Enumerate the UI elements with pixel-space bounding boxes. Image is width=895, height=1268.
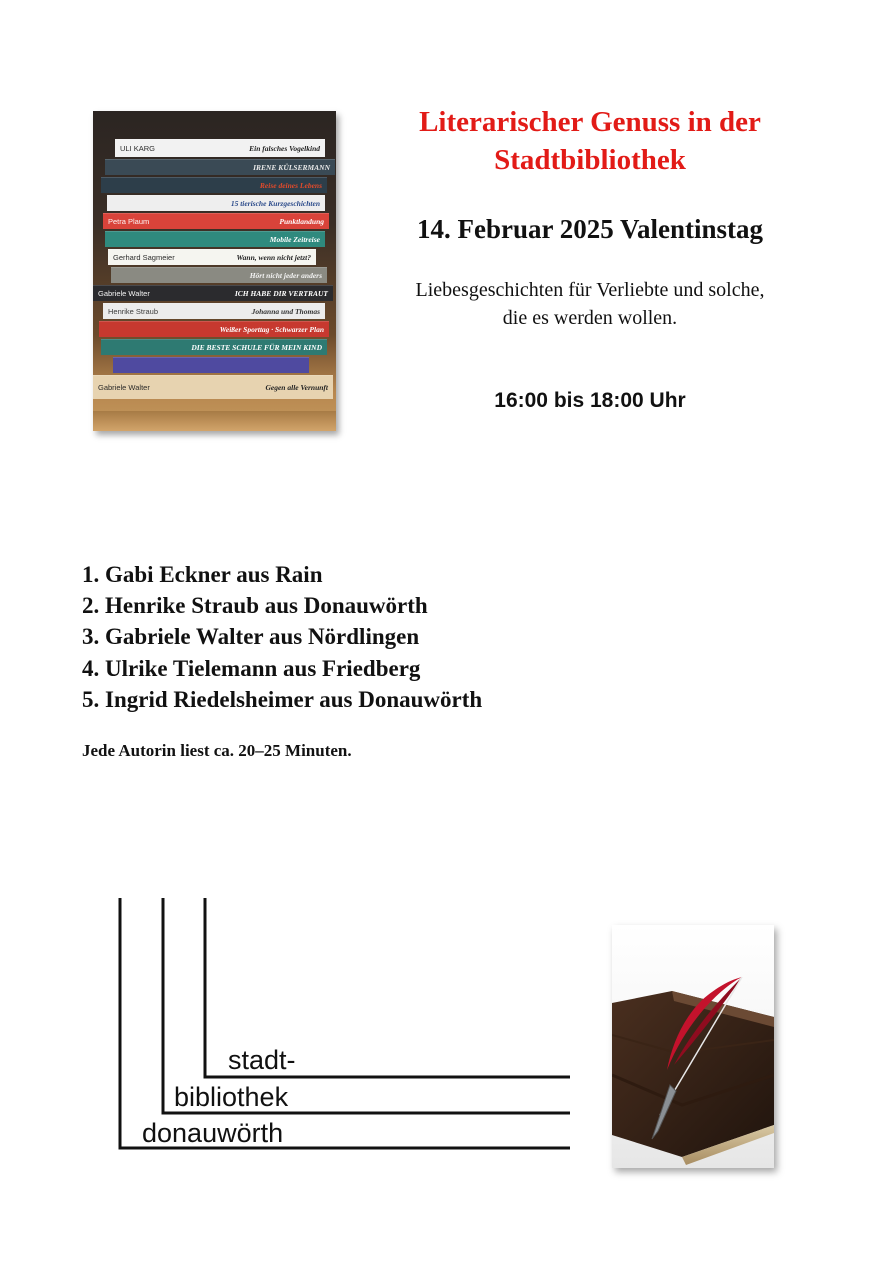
- list-item: 5. Ingrid Riedelsheimer aus Donauwörth: [82, 686, 483, 712]
- reading-note: Jede Autorin liest ca. 20–25 Minuten.: [82, 741, 352, 760]
- list-item: 4. Ulrike Tielemann aus Friedberg: [82, 655, 421, 681]
- book-author: Henrike Straub: [108, 306, 159, 316]
- book-spine: [93, 375, 333, 399]
- event-date: 14. Februar 2025 Valentinstag: [416, 214, 764, 244]
- quill-icon: [612, 925, 774, 1168]
- tagline-line-2: die es werden wollen.: [502, 307, 678, 329]
- book-title: Reise deines Lebens: [259, 180, 322, 190]
- book-spine: [113, 357, 309, 373]
- event-title: Literarischer Genuss in der Stadtbibliothek: [419, 106, 761, 176]
- book-title: 15 tierische Kurzgeschichten: [230, 198, 320, 208]
- list-item: 3. Gabriele Walter aus Nördlingen: [82, 624, 420, 650]
- book-title: ICH HABE DIR VERTRAUT: [234, 288, 328, 298]
- logo-line-bibliothek: bibliothek: [174, 1082, 289, 1112]
- quill-book-photo: [612, 925, 774, 1168]
- book-title: Punktlandung: [279, 216, 324, 226]
- tagline-line-1: Liebesgeschichten für Verliebte und solche,: [415, 279, 765, 301]
- shelf: [93, 411, 336, 431]
- book-title: IRENE KÜLSERMANN: [253, 162, 330, 172]
- book-stack-photo: [93, 111, 336, 431]
- book-title: Weißer Sporttag · Schwarzer Plan: [219, 324, 324, 334]
- list-item: 2. Henrike Straub aus Donauwörth: [82, 593, 428, 619]
- book-spine: [93, 285, 333, 301]
- book-title: Mobile Zeitreise: [269, 234, 320, 244]
- book-spine: [99, 321, 329, 337]
- book-spine: [105, 159, 335, 175]
- book-spine: [105, 231, 325, 247]
- book-author: Petra Plaum: [108, 216, 150, 226]
- book-title: Wann, wenn nicht jetzt?: [236, 252, 311, 262]
- book-author: Gabriele Walter: [98, 288, 150, 298]
- library-logo: [110, 896, 580, 1156]
- book-spine: [111, 267, 327, 283]
- book-author: Gerhard Sagmeier: [113, 252, 175, 262]
- book-spine: [103, 303, 325, 319]
- book-title: Johanna und Thomas: [251, 306, 320, 316]
- book-title: Hört nicht jeder anders: [249, 270, 322, 280]
- book-author: ULI KARG: [120, 143, 156, 153]
- event-tagline: [360, 276, 820, 332]
- book-title: Gegen alle Vernunft: [265, 382, 328, 392]
- event-time: 16:00 bis 18:00 Uhr: [494, 389, 686, 412]
- book-title: DIE BESTE SCHULE FÜR MEIN KIND: [191, 342, 322, 352]
- logo-line-stadt: stadt-: [228, 1045, 296, 1075]
- book-spine: [108, 249, 316, 265]
- book-title: Ein falsches Vogelkind: [249, 143, 320, 153]
- book-spine: [103, 213, 329, 229]
- author-list: [82, 559, 482, 715]
- book-spine: [101, 339, 327, 355]
- book-spine: [107, 195, 325, 211]
- book-author: Gabriele Walter: [98, 382, 150, 392]
- logo-lines: [110, 896, 580, 1156]
- book-spine: [115, 139, 325, 157]
- logo-line-donauwoerth: donauwörth: [142, 1118, 284, 1148]
- list-item: 1. Gabi Eckner aus Rain: [82, 562, 323, 587]
- book-spine: [101, 177, 327, 193]
